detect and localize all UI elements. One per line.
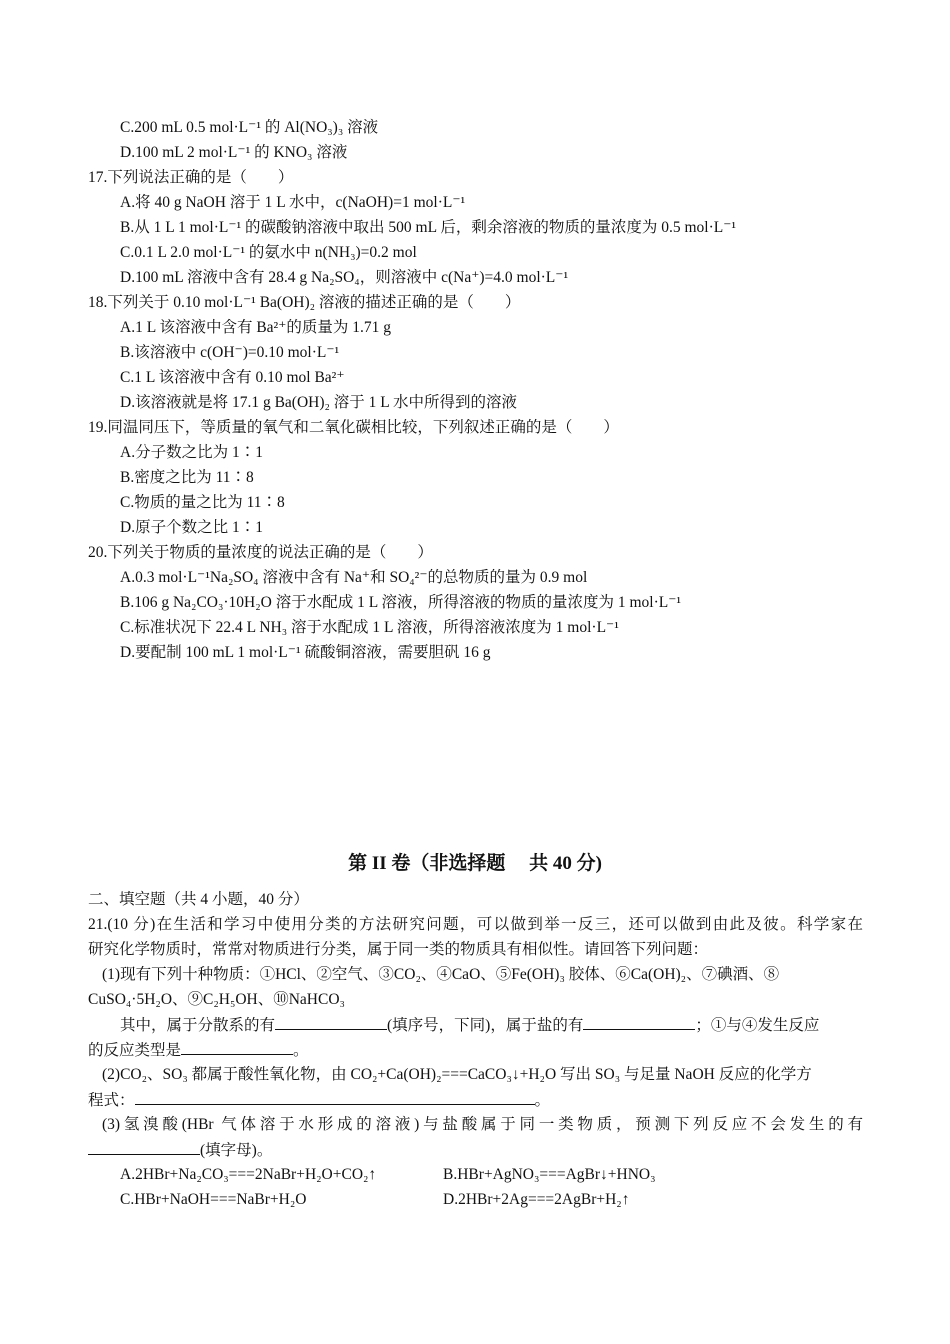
label-fill-letter: (填字母)。 <box>200 1142 273 1159</box>
q19-stem: 19.同温同压下，等质量的氧气和二氧化碳相比较，下列叙述正确的是（ ） <box>88 419 619 436</box>
q21-part2-line-1: (2)CO₂、SO₃ 都属于酸性氧化物，由 CO₂+Ca(OH)₂===CaCO₃↓+H₂O 写出 SO₃ 与足量 NaOH 反应的化学方 <box>102 1066 812 1083</box>
label-reaction: ；①与④发生反应 <box>695 1017 820 1034</box>
q16-option-d: D.100 mL 2 mol·L⁻¹ 的 KNO₃ 溶液 <box>120 144 348 161</box>
q19-option-b: B.密度之比为 11∶8 <box>120 469 254 486</box>
q21-option-d: D.2HBr+2Ag===2AgBr+H₂↑ <box>443 1191 630 1208</box>
q18-option-d: D.该溶液就是将 17.1 g Ba(OH)₂ 溶于 1 L 水中所得到的溶液 <box>120 394 518 411</box>
label-equation: 程式： <box>88 1092 135 1109</box>
q17-option-c: C.0.1 L 2.0 mol·L⁻¹ 的氨水中 n(NH₃)=0.2 mol <box>120 244 417 261</box>
q20-option-b: B.106 g Na₂CO₃·10H₂O 溶于水配成 1 L 溶液，所得溶液的物质的量浓度为 1 mol·L⁻¹ <box>120 594 682 611</box>
q21-part3-line-1: (3)氢溴酸(HBr 气体溶于水形成的溶液)与盐酸属于同一类物质，预测下列反应不会发生的有 <box>102 1116 863 1133</box>
q19-option-d: D.原子个数之比 1∶1 <box>120 519 263 536</box>
q21-part1-line-2: CuSO₄·5H₂O、⑨C₂H₅OH、⑩NaHCO₃ <box>88 991 345 1008</box>
q19-option-a: A.分子数之比为 1∶1 <box>120 444 263 461</box>
q17-stem: 17.下列说法正确的是（ ） <box>88 169 294 186</box>
q21-option-b: B.HBr+AgNO₃===AgBr↓+HNO₃ <box>443 1166 656 1183</box>
answer-blank-equation[interactable] <box>135 1090 535 1105</box>
part-ii-title: 第 II 卷（非选择题 共 40 分) <box>348 853 602 874</box>
q21-part3-line-2 <box>88 1140 272 1161</box>
q21-part1-line-3 <box>120 1015 819 1036</box>
section-heading: 二、填空题（共 4 小题，40 分） <box>88 891 309 908</box>
q20-option-c: C.标准状况下 22.4 L NH₃ 溶于水配成 1 L 溶液，所得溶液浓度为 1 mol·L⁻¹ <box>120 619 619 636</box>
q21-part1-line-1: (1)现有下列十种物质：①HCl、②空气、③CO₂、④CaO、⑤Fe(OH)₃ 胶体、⑥Ca(OH)₂、⑦碘酒、⑧ <box>102 966 780 983</box>
answer-blank-reaction-type[interactable] <box>181 1040 293 1055</box>
q17-option-d: D.100 mL 溶液中含有 28.4 g Na₂SO₄，则溶液中 c(Na⁺)=4.0 mol·L⁻¹ <box>120 269 569 286</box>
q21-stem-line-2: 研究化学物质时，常常对物质进行分类，属于同一类的物质具有相似性。请回答下列问题： <box>88 941 709 958</box>
period: 。 <box>293 1042 309 1059</box>
q20-stem: 20.下列关于物质的量浓度的说法正确的是（ ） <box>88 544 433 561</box>
answer-blank-hbr[interactable] <box>88 1140 200 1155</box>
answer-blank-salts[interactable] <box>583 1015 695 1030</box>
period: 。 <box>534 1092 551 1109</box>
q21-part1-line-4 <box>88 1040 309 1061</box>
q16-option-c: C.200 mL 0.5 mol·L⁻¹ 的 Al(NO₃)₃ 溶液 <box>120 119 379 136</box>
q18-option-b: B.该溶液中 c(OH⁻)=0.10 mol·L⁻¹ <box>120 344 340 361</box>
answer-blank-dispersion[interactable] <box>275 1015 387 1030</box>
q21-part2-line-2 <box>88 1090 550 1111</box>
q19-option-c: C.物质的量之比为 11∶8 <box>120 494 285 511</box>
q21-stem-line-1: 21.(10 分)在生活和学习中使用分类的方法研究问题，可以做到举一反三，还可以做到由此及彼。科学家在 <box>88 916 863 933</box>
q18-option-a: A.1 L 该溶液中含有 Ba²⁺的质量为 1.71 g <box>120 319 392 336</box>
q20-option-d: D.要配制 100 mL 1 mol·L⁻¹ 硫酸铜溶液，需要胆矾 16 g <box>120 644 491 661</box>
label-reaction-type: 的反应类型是 <box>88 1042 182 1059</box>
q20-option-a: A.0.3 mol·L⁻¹Na₂SO₄ 溶液中含有 Na⁺和 SO₄²⁻的总物质的量为 0.9 mol <box>120 569 588 586</box>
q21-option-c: C.HBr+NaOH===NaBr+H₂O <box>120 1191 307 1208</box>
label-salts: (填序号，下同)，属于盐的有 <box>387 1017 584 1034</box>
q17-option-b: B.从 1 L 1 mol·L⁻¹ 的碳酸钠溶液中取出 500 mL 后，剩余溶液的物质的量浓度为 0.5 mol·L⁻¹ <box>120 219 737 236</box>
q18-option-c: C.1 L 该溶液中含有 0.10 mol Ba²⁺ <box>120 369 345 386</box>
q21-option-a: A.2HBr+Na₂CO₃===2NaBr+H₂O+CO₂↑ <box>120 1166 377 1183</box>
q17-option-a: A.将 40 g NaOH 溶于 1 L 水中，c(NaOH)=1 mol·L⁻¹ <box>120 194 466 211</box>
label-dispersion-systems: 其中，属于分散系的有 <box>120 1017 276 1034</box>
q18-stem: 18.下列关于 0.10 mol·L⁻¹ Ba(OH)₂ 溶液的描述正确的是（ ） <box>88 294 521 311</box>
